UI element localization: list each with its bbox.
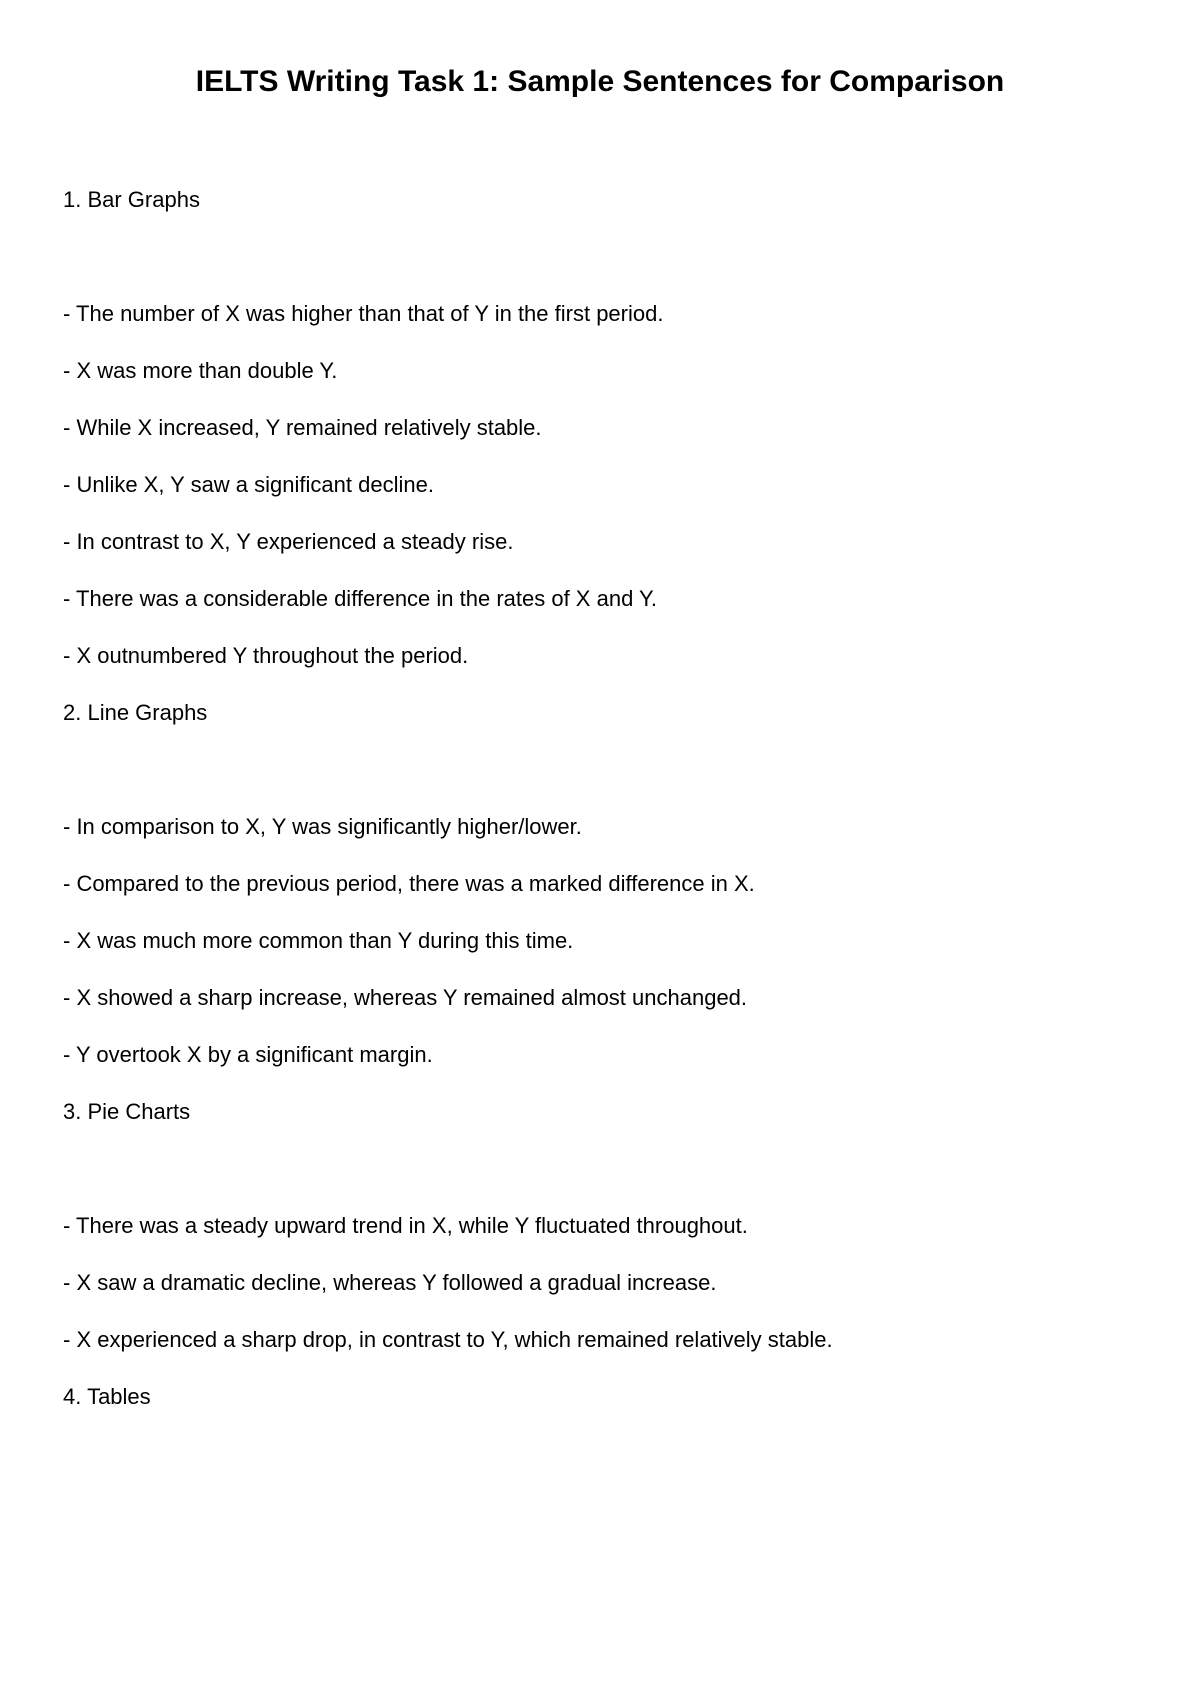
list-item: - X experienced a sharp drop, in contrast to Y, which remained relatively stable. bbox=[63, 1327, 833, 1352]
page-title: IELTS Writing Task 1: Sample Sentences for Comparison bbox=[195, 65, 1005, 98]
sentence-list bbox=[63, 300, 1137, 670]
section-tables bbox=[63, 1383, 1137, 1411]
document-body bbox=[63, 186, 1137, 1497]
list-item: - X saw a dramatic decline, whereas Y followed a gradual increase. bbox=[63, 1270, 717, 1295]
section-line-graphs bbox=[63, 699, 1137, 1069]
list-item: - X was more than double Y. bbox=[63, 358, 338, 383]
sentence-list bbox=[63, 1212, 1137, 1354]
list-item: - X outnumbered Y throughout the period. bbox=[63, 643, 469, 668]
list-item: - X showed a sharp increase, whereas Y remained almost unchanged. bbox=[63, 985, 748, 1010]
section-heading: 4. Tables bbox=[63, 1384, 151, 1409]
list-item: - While X increased, Y remained relatively stable. bbox=[63, 415, 542, 440]
section-heading: 3. Pie Charts bbox=[63, 1099, 191, 1124]
list-item: - There was a steady upward trend in X, while Y fluctuated throughout. bbox=[63, 1213, 748, 1238]
list-item: - Compared to the previous period, there was a marked difference in X. bbox=[63, 871, 755, 896]
section-bar-graphs bbox=[63, 186, 1137, 670]
sentence-list bbox=[63, 813, 1137, 1069]
list-item: - In comparison to X, Y was significantly higher/lower. bbox=[63, 814, 582, 839]
section-pie-charts bbox=[63, 1098, 1137, 1354]
section-heading: 2. Line Graphs bbox=[63, 700, 208, 725]
section-heading: 1. Bar Graphs bbox=[63, 187, 200, 212]
list-item: - Y overtook X by a significant margin. bbox=[63, 1042, 433, 1067]
list-item: - There was a considerable difference in the rates of X and Y. bbox=[63, 586, 657, 611]
list-item: - Unlike X, Y saw a significant decline. bbox=[63, 472, 434, 497]
list-item: - In contrast to X, Y experienced a steady rise. bbox=[63, 529, 514, 554]
list-item: - The number of X was higher than that of Y in the first period. bbox=[63, 301, 664, 326]
list-item: - X was much more common than Y during this time. bbox=[63, 928, 574, 953]
